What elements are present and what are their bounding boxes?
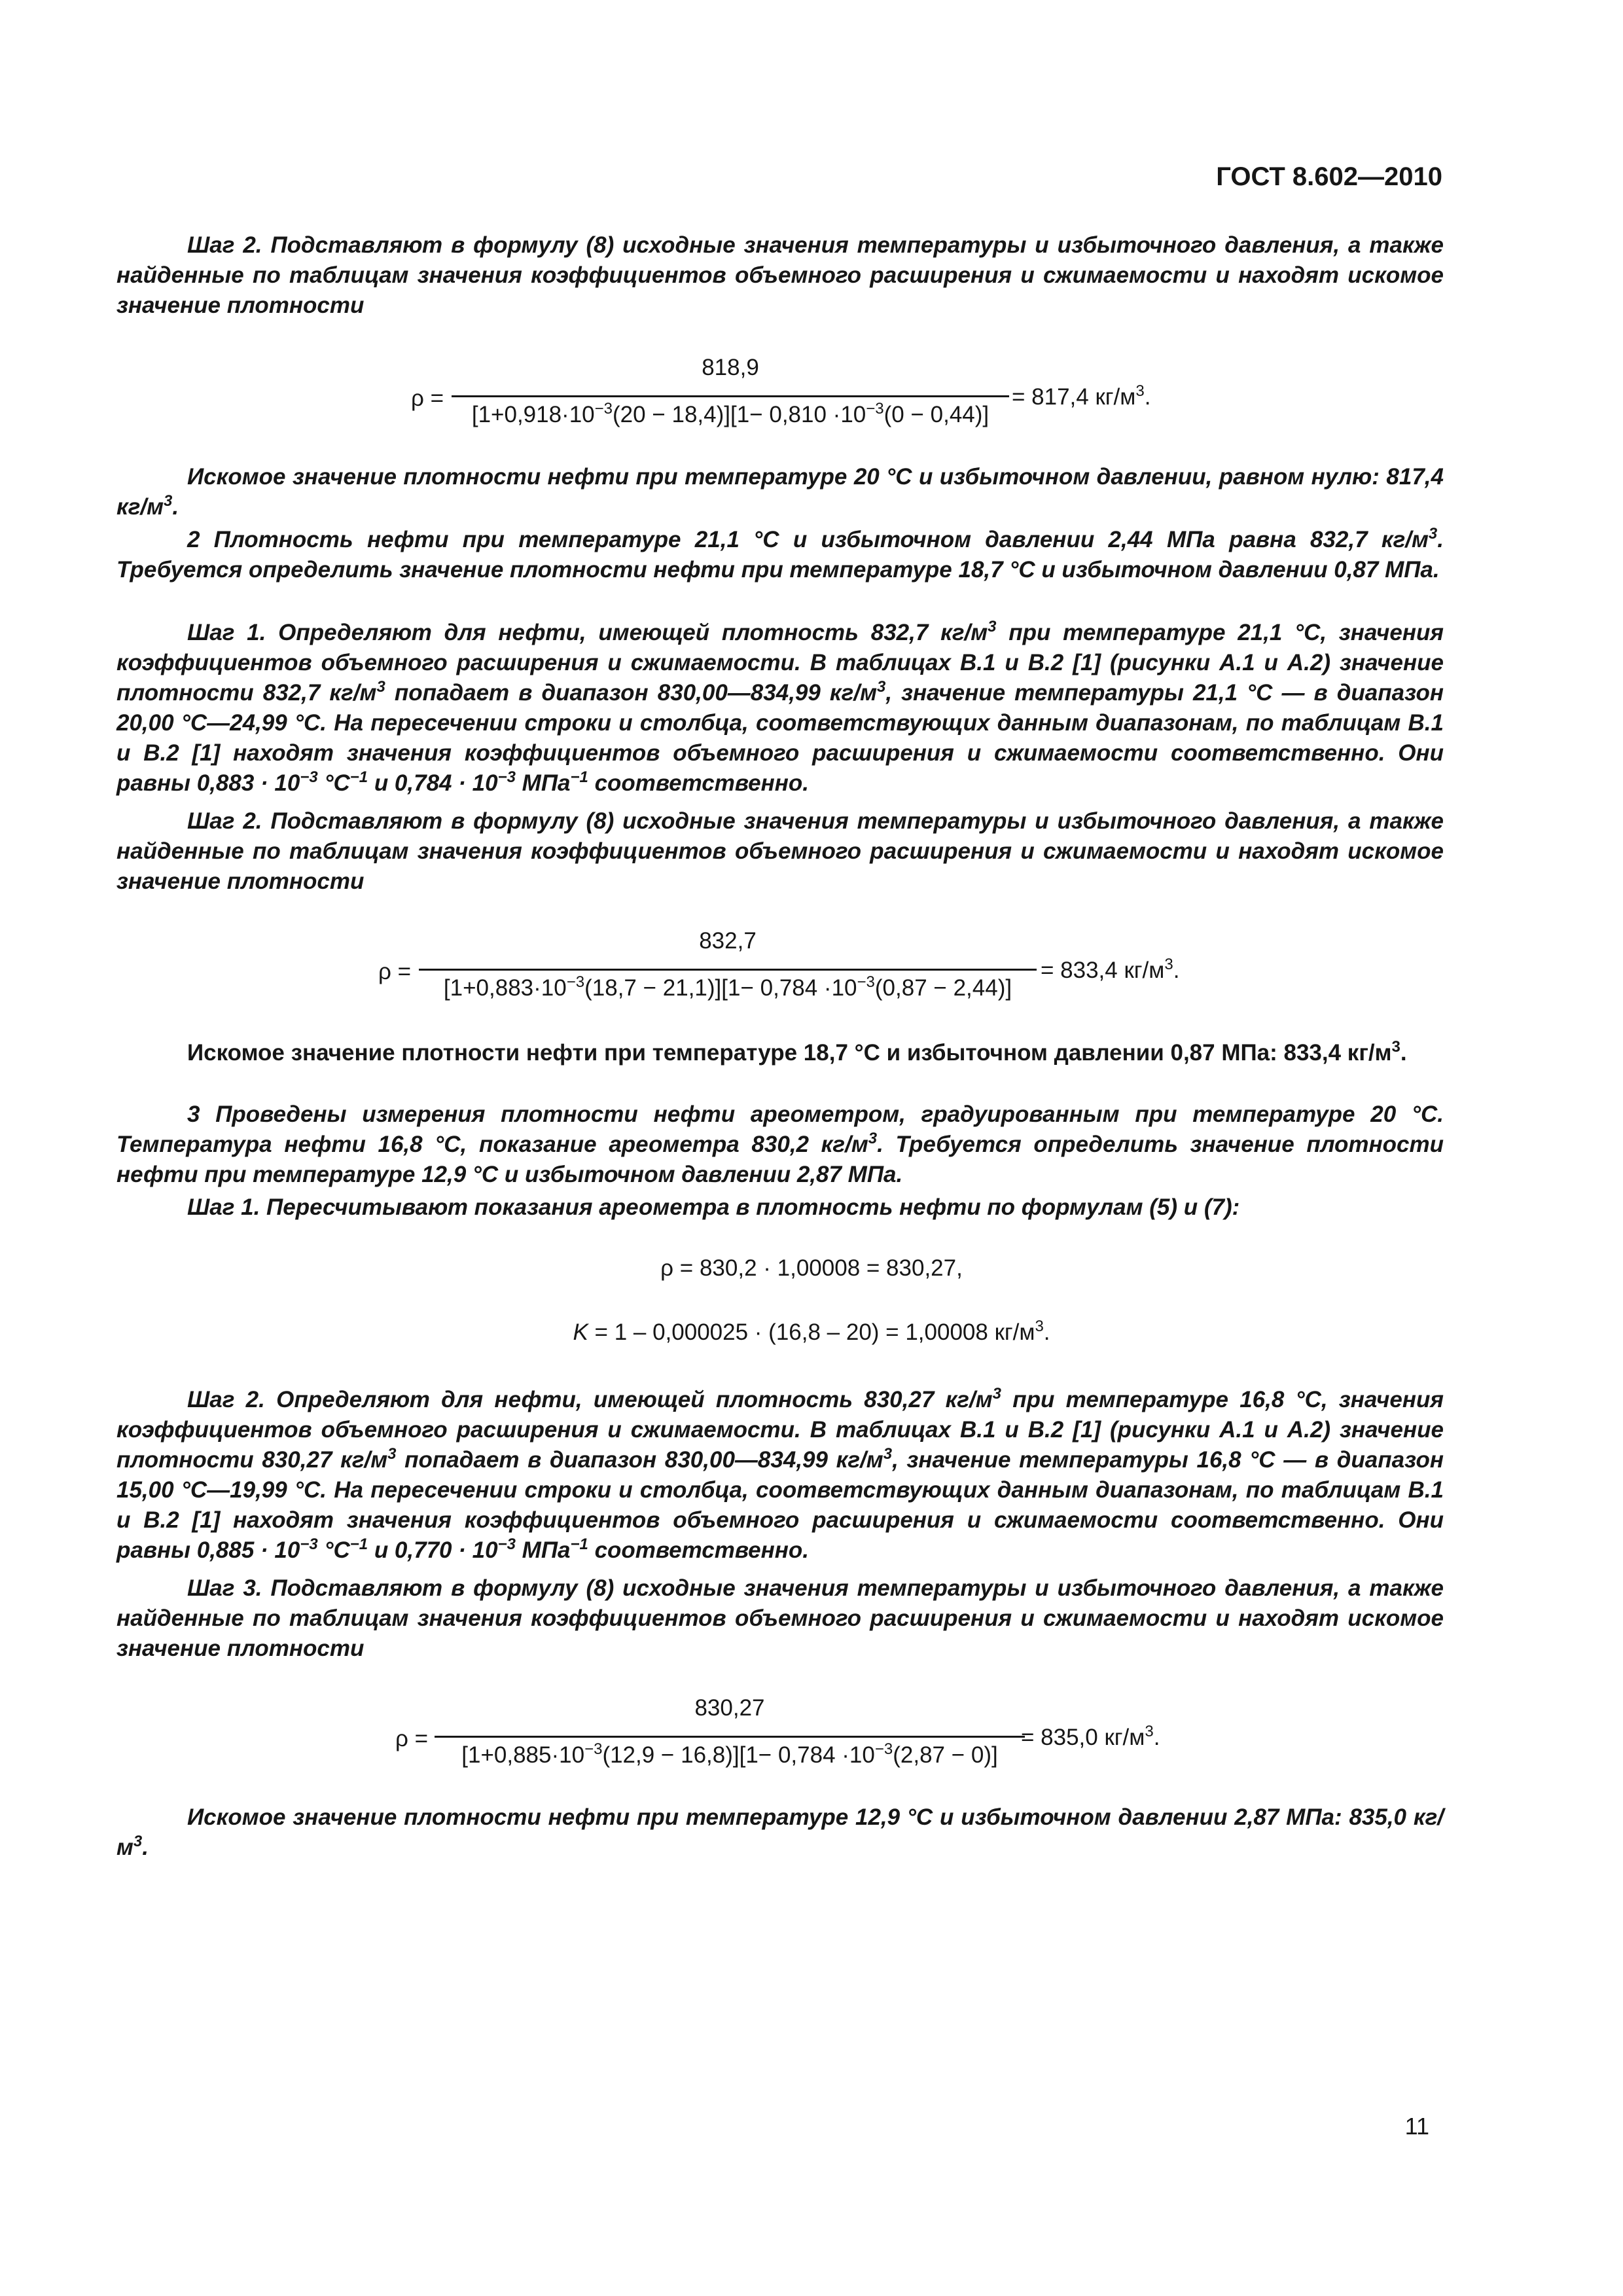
text-run: при температуре 16,8 °С, значения коэффициентов объемного расширения и сжимаемости. В таблицах В.1 и В.2 [1] (рисунки А.1 и А.2) значение плотности 830,27 кг/м	[116, 1387, 1444, 1473]
fraction-bar	[452, 395, 1009, 397]
step-1-paragraph-1	[116, 618, 1444, 798]
paragraph-text: Подставляют в формулу (8) исходные значения температуры и избыточного давления, а также найденные по таблицам значения коэффициентов объемного расширения и сжимаемости и находят искомое значение плотности	[116, 232, 1444, 318]
step-label: Шаг 2.	[187, 1387, 265, 1412]
text-run: МПа	[515, 1537, 571, 1563]
text-run: Определяют для нефти, имеющей плотность 832,7 кг/м	[266, 620, 988, 645]
text-run: соответственно.	[588, 1537, 810, 1563]
density-conversion-equation: ρ = 830,2 · 1,00008 = 830,27,	[660, 1255, 963, 1281]
example-3-paragraph	[116, 1100, 1444, 1190]
exponent: −3	[300, 768, 318, 786]
example-2-paragraph	[116, 525, 1444, 585]
denominator-part: (20 − 18,4)][1− 0,810 ·10	[613, 402, 866, 427]
formula-numerator: 818,9	[702, 355, 759, 380]
formula-fraction	[419, 928, 1037, 1013]
exponent: 3	[1164, 956, 1173, 973]
density-formula-2	[0, 928, 1623, 1013]
exponent: −1	[349, 1535, 368, 1553]
paragraph-text: . Требуется определить значение плотности нефти при температуре 18,7 °С и избыточном давлении 0,87 МПа.	[116, 527, 1444, 583]
exponent: 3	[868, 1130, 878, 1147]
exponent: −1	[349, 768, 368, 786]
formula-denominator	[435, 1742, 1025, 1768]
result-value: = 817,4 кг/м	[1012, 384, 1136, 410]
exponent: −3	[300, 1535, 318, 1553]
result-paragraph-1	[116, 462, 1444, 522]
exponent: 3	[387, 1445, 397, 1463]
page-number: 11	[1404, 2113, 1429, 2140]
formula-result	[1041, 958, 1179, 984]
formula-result	[1021, 1725, 1160, 1751]
exponent: −3	[594, 400, 613, 418]
denominator-part: (0 − 0,44)]	[883, 402, 990, 427]
step-2-paragraph-3	[116, 1385, 1444, 1566]
text-run: , значение температуры 16,8 °С — в диапазон 15,00 °С—19,99 °С. На пересечении строки и столбца, соответствующих данным диапазонам, по таблицам В.1 и В.2 [1] находят значения коэффициентов объемного расширения и сжимаемости соответственно. Они равны 0,885 · 10	[116, 1447, 1444, 1563]
equation-text: = 1 – 0,000025 · (16,8 – 20) = 1,00008 кг/м	[588, 1319, 1035, 1345]
exponent: 3	[133, 1833, 143, 1850]
step-3-paragraph	[116, 1573, 1444, 1664]
step-label: Шаг 1.	[187, 620, 266, 645]
paragraph-text: Искомое значение плотности нефти при температуре 20 °С и избыточном давлении, равном нулю: 817,4 кг/м	[116, 464, 1444, 520]
exponent: −1	[570, 768, 588, 786]
step-2-paragraph-1	[116, 230, 1444, 321]
step-label: Шаг 3.	[187, 1575, 262, 1601]
result-end: .	[1144, 384, 1151, 410]
paragraph-text: Подставляют в формулу (8) исходные значения температуры и избыточного давления, а также найденные по таблицам значения коэффициентов объемного расширения и сжимаемости и находят искомое значение плотности	[116, 808, 1444, 894]
exponent: 3	[164, 492, 173, 510]
formula-denominator	[419, 975, 1037, 1001]
exponent: 3	[1035, 1318, 1044, 1335]
exponent: −3	[874, 1740, 893, 1758]
paragraph-end: .	[172, 494, 179, 520]
formula-numerator: 830,27	[694, 1695, 765, 1721]
result-value: = 835,0 кг/м	[1021, 1725, 1145, 1750]
result-end: .	[1173, 958, 1180, 983]
exponent: 3	[1391, 1038, 1400, 1056]
text-run: попадает в диапазон 830,00—834,99 кг/м	[396, 1447, 883, 1473]
fraction-bar	[419, 969, 1037, 971]
exponent: −3	[497, 1535, 516, 1553]
denominator-part: [1+0,883·10	[443, 975, 567, 1001]
text-run: соответственно.	[588, 770, 810, 796]
exponent: −3	[857, 973, 875, 991]
exponent: 3	[883, 1445, 893, 1463]
denominator-part: (0,87 − 2,44)]	[874, 975, 1012, 1001]
paragraph-text: . Требуется определить значение плотности нефти при температуре 12,9 °С и избыточном давлении 2,87 МПа.	[116, 1132, 1444, 1187]
formula-result	[1012, 384, 1150, 410]
text-run: °С	[317, 1537, 350, 1563]
exponent: 3	[1145, 1723, 1154, 1740]
paragraph-text: 3 Проведены измерения плотности нефти ареометром, градуированным при температуре 20 °С. Температура нефти 16,8 °С, показание ареометра 830,2 кг/м	[116, 1102, 1444, 1157]
text-run: Определяют для нефти, имеющей плотность 830,27 кг/м	[264, 1387, 993, 1412]
result-paragraph-2	[116, 1038, 1444, 1068]
formula-denominator	[452, 402, 1009, 428]
formula-lhs: ρ =	[378, 959, 412, 984]
paragraph-text: Искомое значение плотности нефти при температуре 18,7 °С и избыточном давлении 0,87 МПа: 833,4 кг/м	[187, 1040, 1392, 1066]
exponent: 3	[992, 1385, 1001, 1403]
text-run: и 0,784 · 10	[368, 770, 498, 796]
paragraph-text: Искомое значение плотности нефти при температуре 12,9 °С и избыточном давлении 2,87 МПа: 835,0 кг/м	[116, 1804, 1444, 1860]
exponent: 3	[876, 678, 886, 696]
formula-lhs: ρ =	[395, 1726, 429, 1751]
result-paragraph-3	[116, 1803, 1444, 1863]
formula-fraction	[452, 355, 1009, 440]
exponent: −3	[866, 400, 884, 418]
document-code-header: ГОСТ 8.602—2010	[1216, 162, 1442, 191]
denominator-part: [1+0,918·10	[471, 402, 595, 427]
formula-numerator: 832,7	[699, 928, 757, 954]
step-2-paragraph-2	[116, 806, 1444, 897]
exponent: 3	[1135, 382, 1145, 400]
step-1-paragraph-2	[116, 1193, 1444, 1223]
step-label: Шаг 1.	[187, 1194, 260, 1220]
text-run: и 0,770 · 10	[368, 1537, 498, 1563]
text-run: , значение температуры 21,1 °С — в диапазон 20,00 °С—24,99 °С. На пересечении строки и столбца, соответствующих данным диапазонам, по таблицам В.1 и В.2 [1] находят значения коэффициентов объемного расширения и сжимаемости соответственно. Они равны 0,883 · 10	[116, 680, 1444, 796]
fraction-bar	[435, 1736, 1025, 1738]
exponent: 3	[1428, 525, 1438, 543]
paragraph-text: Пересчитывают показания ареометра в плотность нефти по формулам (5) и (7):	[260, 1194, 1240, 1220]
exponent: −1	[570, 1535, 588, 1553]
paragraph-text: Подставляют в формулу (8) исходные значения температуры и избыточного давления, а также найденные по таблицам значения коэффициентов объемного расширения и сжимаемости и находят искомое значение плотности	[116, 1575, 1444, 1661]
text-run: МПа	[515, 770, 571, 796]
density-formula-3	[0, 1695, 1623, 1780]
result-end: .	[1153, 1725, 1160, 1750]
paragraph-end: .	[1400, 1040, 1407, 1066]
exponent: −3	[497, 768, 516, 786]
denominator-part: (18,7 − 21,1)][1− 0,784 ·10	[584, 975, 857, 1001]
equation-end: .	[1043, 1319, 1050, 1345]
denominator-part: (2,87 − 0)]	[893, 1742, 998, 1768]
paragraph-end: .	[142, 1835, 149, 1860]
text-run: попадает в диапазон 830,00—834,99 кг/м	[385, 680, 877, 706]
denominator-part: [1+0,885·10	[461, 1742, 585, 1768]
correction-factor-equation	[0, 1319, 1623, 1346]
formula-lhs: ρ =	[411, 386, 444, 411]
exponent: −3	[566, 973, 585, 991]
step-label: Шаг 2.	[187, 808, 262, 834]
exponent: 3	[376, 678, 385, 696]
text-run: °С	[317, 770, 350, 796]
exponent: −3	[584, 1740, 603, 1758]
density-formula-1	[0, 355, 1623, 440]
denominator-part: (12,9 − 16,8)][1− 0,784 ·10	[602, 1742, 875, 1768]
formula-fraction	[435, 1695, 1025, 1780]
exponent: 3	[988, 618, 997, 636]
text-run: при температуре 21,1 °С, значения коэффициентов объемного расширения и сжимаемости. В таблицах В.1 и В.2 [1] (рисунки А.1 и А.2) значение плотности 832,7 кг/м	[116, 620, 1444, 706]
variable-k: K	[573, 1319, 588, 1345]
step-label: Шаг 2.	[187, 232, 262, 258]
result-value: = 833,4 кг/м	[1041, 958, 1165, 983]
paragraph-text: 2 Плотность нефти при температуре 21,1 °С и избыточном давлении 2,44 МПа равна 832,7 кг/м	[187, 527, 1429, 552]
